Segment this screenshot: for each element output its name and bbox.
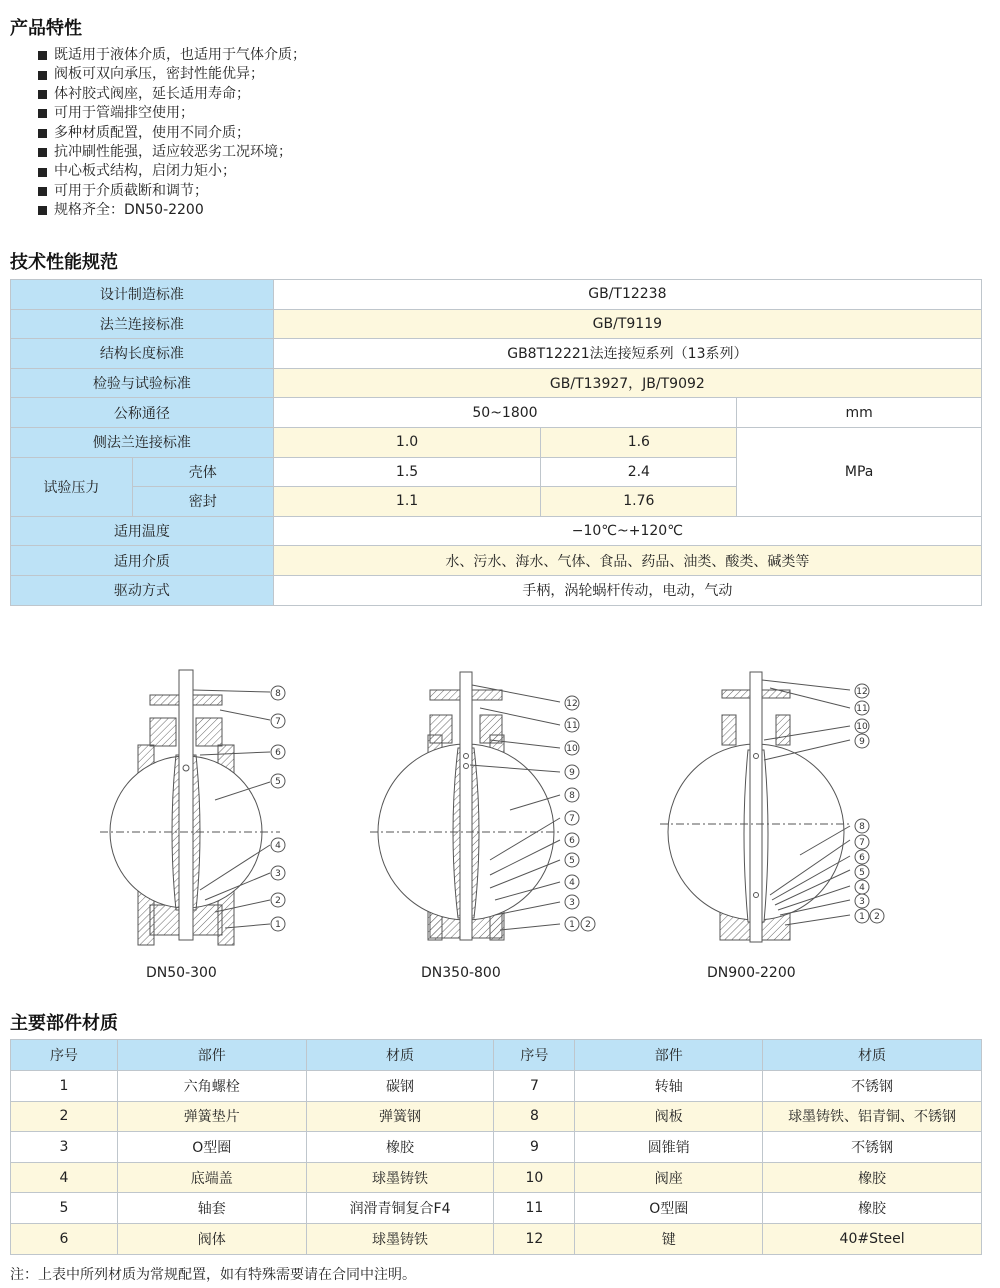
feature-item [38,143,306,162]
diagram-caption: DN900-2200 [707,965,796,981]
spec-label: 检验与试验标准 [11,368,274,398]
bullet-square-icon [38,129,47,138]
table-cell: 6 [11,1223,118,1254]
table-row [11,1071,982,1102]
table-cell: 润滑青铜复合F4 [306,1193,494,1224]
table-cell: 橡胶 [763,1162,982,1193]
spec-value: 水、污水、海水、气体、食品、药品、油类、酸类、碱类等 [273,546,981,576]
callout-2 [565,833,579,847]
table-cell: 球墨铸铁 [306,1162,494,1193]
table-cell: 8 [494,1101,575,1132]
svg-text:7: 7 [275,717,281,727]
table-cell: 7 [494,1071,575,1102]
callout-3 [855,909,869,923]
callout-3 [855,835,869,849]
spec-row [11,516,982,546]
materials-title: 主要部件材质 [10,1013,118,1034]
callout-2 [565,718,579,732]
spec-value: −10℃~+120℃ [273,516,981,546]
feature-item [38,104,306,123]
callout-3 [870,909,884,923]
table-cell: 不锈钢 [763,1071,982,1102]
spec-sublabel: 壳体 [132,457,273,487]
spec-label: 适用温度 [11,516,274,546]
callout-3 [855,684,869,698]
svg-text:8: 8 [275,689,281,699]
callout-2 [565,895,579,909]
svg-text:1: 1 [275,920,281,930]
valve-diagram-dn50-300 [100,670,280,945]
callout-3 [855,701,869,715]
table-cell: 转轴 [575,1071,763,1102]
feature-list [38,46,306,221]
feature-item [38,124,306,143]
callout-3 [855,894,869,908]
spec-label: 法兰连接标准 [11,309,274,339]
spec-label: 公称通径 [11,398,274,428]
column-header: 材质 [763,1040,982,1071]
svg-text:1: 1 [569,920,575,930]
feature-text: 中心板式结构，启闭力矩小； [54,163,236,180]
spec-value: 1.1 [273,487,541,517]
svg-text:6: 6 [275,748,281,758]
bullet-square-icon [38,71,47,80]
svg-text:5: 5 [859,868,865,878]
spec-value: GB/T13927，JB/T9092 [273,368,981,398]
spec-sublabel: 密封 [132,487,273,517]
feature-text: 可用于介质截断和调节； [54,182,208,199]
svg-text:9: 9 [569,768,575,778]
table-cell: 阀体 [117,1223,306,1254]
callout-1 [271,893,285,907]
svg-text:1: 1 [859,912,865,922]
svg-text:8: 8 [569,791,575,801]
callout-2 [565,811,579,825]
features-title: 产品特性 [10,18,82,39]
callout-2 [565,741,579,755]
feature-text: 多种材质配置，使用不同介质； [54,124,250,141]
feature-item [38,65,306,84]
svg-text:7: 7 [859,838,865,848]
spec-value: GB/T12238 [273,280,981,310]
callout-3 [855,880,869,894]
callout-2 [581,917,595,931]
table-row [11,1223,982,1254]
spec-label: 结构长度标准 [11,339,274,369]
table-cell: 2 [11,1101,118,1132]
callout-1 [271,714,285,728]
spec-title: 技术性能规范 [10,252,118,273]
svg-text:2: 2 [275,896,281,906]
svg-text:4: 4 [859,883,865,893]
bullet-square-icon [38,168,47,177]
table-cell: 1 [11,1071,118,1102]
svg-text:4: 4 [569,878,575,888]
spec-value: 50~1800 [273,398,737,428]
svg-text:6: 6 [569,836,575,846]
valve-diagram-dn900-2200 [660,672,850,942]
svg-text:2: 2 [585,920,591,930]
svg-text:7: 7 [569,814,575,824]
valve-diagrams [0,660,1000,950]
spec-row [11,280,982,310]
spec-value: 手柄，涡轮蜗杆传动，电动，气动 [273,575,981,605]
svg-text:10: 10 [856,722,868,732]
table-cell: 不锈钢 [763,1132,982,1163]
table-row [11,1162,982,1193]
column-header: 材质 [306,1040,494,1071]
callout-3 [855,850,869,864]
table-cell: 10 [494,1162,575,1193]
bullet-square-icon [38,206,47,215]
callout-3 [855,819,869,833]
table-cell: 键 [575,1223,763,1254]
bullet-square-icon [38,187,47,196]
callout-1 [271,917,285,931]
bullet-square-icon [38,148,47,157]
svg-text:9: 9 [859,737,865,747]
svg-text:3: 3 [859,897,865,907]
table-cell: 橡胶 [306,1132,494,1163]
diagram-caption: DN50-300 [146,965,217,981]
table-row [11,1101,982,1132]
callout-2 [565,696,579,710]
table-cell: O型圈 [117,1132,306,1163]
spec-row [11,546,982,576]
callout-1 [271,838,285,852]
table-cell: 5 [11,1193,118,1224]
callout-1 [271,686,285,700]
svg-text:10: 10 [566,744,578,754]
table-cell: 阀板 [575,1101,763,1132]
feature-text: 阀板可双向承压，密封性能优异； [54,66,264,83]
feature-text: 抗冲刷性能强，适应较恶劣工况环境； [54,144,292,161]
table-row [11,1193,982,1224]
feature-item [38,162,306,181]
callout-2 [565,765,579,779]
column-header: 部件 [117,1040,306,1071]
feature-text: 可用于管端排空使用； [54,105,194,122]
callout-3 [855,865,869,879]
bullet-square-icon [38,51,47,60]
spec-value: 1.6 [541,427,737,457]
valve-diagram-dn350-800 [370,672,560,940]
svg-text:5: 5 [275,777,281,787]
spec-row [11,398,982,428]
spec-value: 2.4 [541,457,737,487]
svg-text:12: 12 [856,687,868,697]
table-cell: 圆锥销 [575,1132,763,1163]
table-cell: 轴套 [117,1193,306,1224]
column-header: 序号 [494,1040,575,1071]
spec-label: 试验压力 [11,457,133,516]
svg-text:2: 2 [874,912,880,922]
spec-table [10,279,982,606]
svg-text:4: 4 [275,841,281,851]
svg-text:6: 6 [859,853,865,863]
table-row [11,1132,982,1163]
feature-item [38,46,306,65]
spec-row [11,575,982,605]
svg-text:8: 8 [859,822,865,832]
spec-row [11,368,982,398]
callout-1 [271,866,285,880]
spec-label: 侧法兰连接标准 [11,427,274,457]
spec-unit: MPa [737,427,982,516]
table-cell: 球墨铸铁 [306,1223,494,1254]
spec-value: GB8T12221法连接短系列（13系列） [273,339,981,369]
table-header-row [11,1040,982,1071]
bullet-square-icon [38,109,47,118]
diagram-caption: DN350-800 [421,965,501,981]
spec-unit: mm [737,398,982,428]
feature-text: 既适用于液体介质，也适用于气体介质； [54,47,306,63]
feature-item [38,85,306,104]
spec-row [11,309,982,339]
callout-1 [271,774,285,788]
spec-value: 1.5 [273,457,541,487]
table-cell: 碳钢 [306,1071,494,1102]
svg-text:3: 3 [569,898,575,908]
spec-row [11,339,982,369]
svg-text:11: 11 [856,704,868,714]
table-cell: O型圈 [575,1193,763,1224]
spec-value: 1.76 [541,487,737,517]
table-cell: 六角螺栓 [117,1071,306,1102]
bullet-square-icon [38,90,47,99]
table-cell: 底端盖 [117,1162,306,1193]
spec-label: 设计制造标准 [11,280,274,310]
materials-table [10,1039,982,1255]
spec-value: GB/T9119 [273,309,981,339]
feature-text: 体衬胶式阀座，延长适用寿命； [54,85,250,102]
callout-2 [565,853,579,867]
callout-3 [855,734,869,748]
svg-text:11: 11 [566,721,578,731]
table-cell: 橡胶 [763,1193,982,1224]
table-cell: 11 [494,1193,575,1224]
callout-2 [565,917,579,931]
callout-1 [271,745,285,759]
callout-3 [855,719,869,733]
table-cell: 40#Steel [763,1223,982,1254]
table-cell: 球墨铸铁、铝青铜、不锈钢 [763,1101,982,1132]
table-cell: 9 [494,1132,575,1163]
footnote: 注：上表中所列材质为常规配置，如有特殊需要请在合同中注明。 [10,1267,416,1283]
spec-row [11,427,982,457]
spec-value: 1.0 [273,427,541,457]
svg-text:3: 3 [275,869,281,879]
table-cell: 弹簧钢 [306,1101,494,1132]
table-cell: 阀座 [575,1162,763,1193]
column-header: 序号 [11,1040,118,1071]
table-cell: 弹簧垫片 [117,1101,306,1132]
spec-label: 适用介质 [11,546,274,576]
feature-item [38,201,306,220]
callout-2 [565,788,579,802]
table-cell: 12 [494,1223,575,1254]
table-cell: 4 [11,1162,118,1193]
column-header: 部件 [575,1040,763,1071]
spec-label: 驱动方式 [11,575,274,605]
svg-text:5: 5 [569,856,575,866]
callout-2 [565,875,579,889]
svg-text:12: 12 [566,699,578,709]
table-cell: 3 [11,1132,118,1163]
feature-item [38,182,306,201]
feature-text: 规格齐全：DN50-2200 [54,202,204,219]
